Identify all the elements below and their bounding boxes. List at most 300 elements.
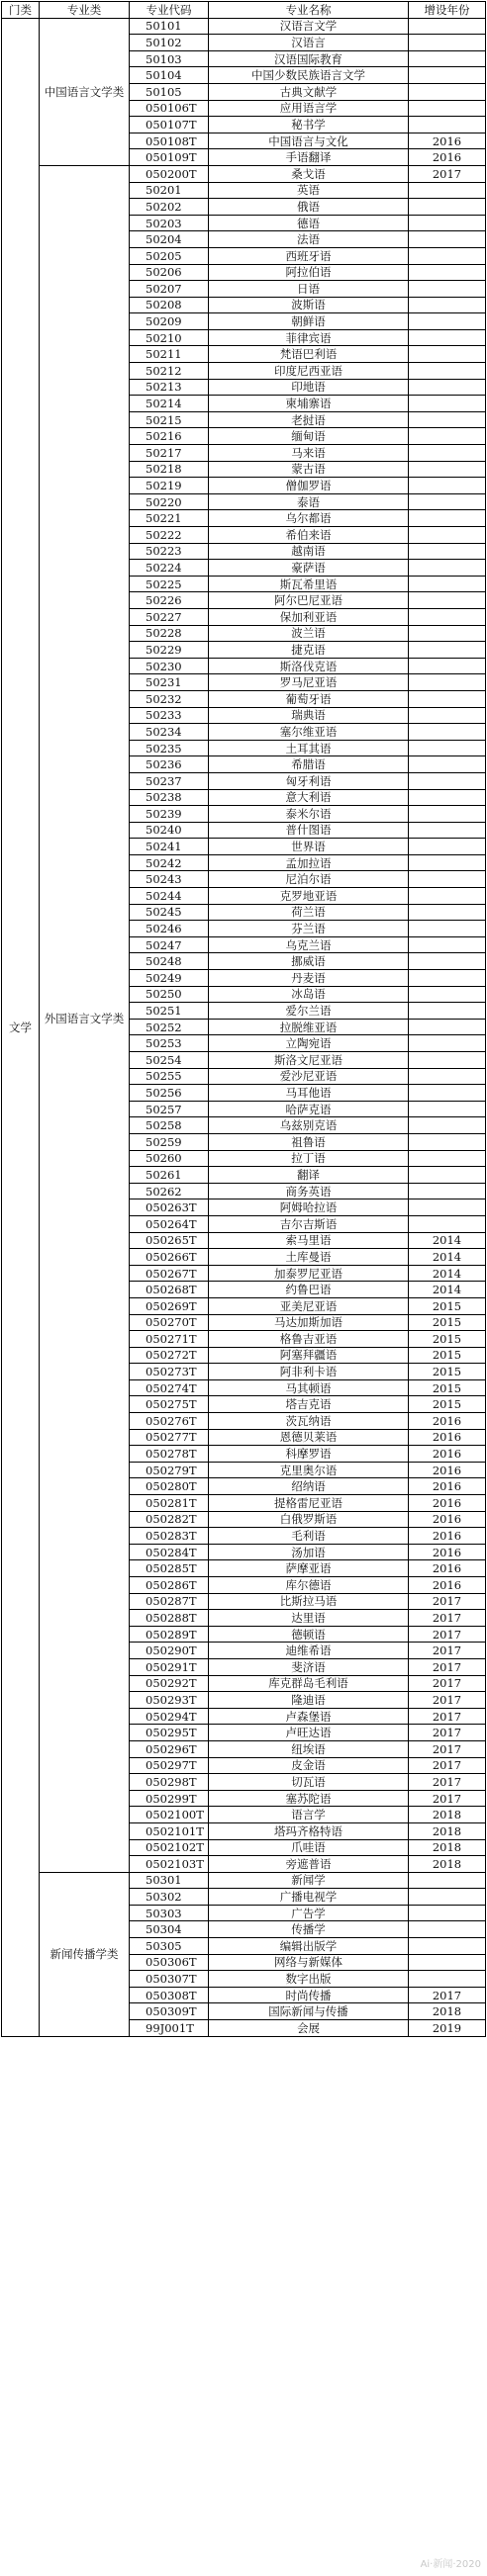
code-cell: 50240 (130, 822, 209, 839)
name-cell: 豪萨语 (209, 560, 409, 577)
name-cell: 加泰罗尼亚语 (209, 1265, 409, 1282)
code-cell: 0502101T (130, 1822, 209, 1839)
name-cell: 亚美尼亚语 (209, 1297, 409, 1314)
name-cell: 拉丁语 (209, 1150, 409, 1167)
name-cell: 应用语言学 (209, 100, 409, 117)
year-cell: 2017 (409, 1643, 486, 1659)
name-cell: 新闻学 (209, 1872, 409, 1889)
year-cell (409, 1035, 486, 1052)
name-cell: 朝鲜语 (209, 313, 409, 330)
year-cell (409, 182, 486, 199)
name-cell: 瑞典语 (209, 707, 409, 724)
table-row (2, 18, 486, 35)
name-cell: 俄语 (209, 199, 409, 216)
year-cell (409, 117, 486, 133)
name-cell: 蒙古语 (209, 461, 409, 478)
code-cell: 050299T (130, 1790, 209, 1807)
code-cell: 50221 (130, 510, 209, 527)
name-cell: 乌兹别克语 (209, 1117, 409, 1134)
name-cell: 孟加拉语 (209, 854, 409, 871)
year-cell: 2016 (409, 1413, 486, 1430)
code-cell: 50230 (130, 658, 209, 674)
code-cell: 50101 (130, 18, 209, 35)
name-cell: 迪维希语 (209, 1643, 409, 1659)
year-cell (409, 1133, 486, 1150)
watermark: Ai·新闻·2020 (420, 2559, 481, 2570)
code-cell: 050287T (130, 1593, 209, 1610)
year-cell: 2014 (409, 1265, 486, 1282)
name-cell: 语言学 (209, 1807, 409, 1823)
name-cell: 吉尔吉斯语 (209, 1215, 409, 1232)
code-cell: 050282T (130, 1511, 209, 1528)
name-cell: 阿非利卡语 (209, 1364, 409, 1380)
code-cell: 50249 (130, 970, 209, 987)
name-cell: 爱尔兰语 (209, 1003, 409, 1020)
name-cell: 斯洛伐克语 (209, 658, 409, 674)
name-cell: 提格雷尼亚语 (209, 1495, 409, 1512)
year-cell (409, 592, 486, 609)
code-cell: 50302 (130, 1889, 209, 1906)
code-cell: 50233 (130, 707, 209, 724)
name-cell: 罗马尼亚语 (209, 674, 409, 691)
name-cell: 乌克兰语 (209, 936, 409, 953)
name-cell: 隆迪语 (209, 1692, 409, 1709)
code-cell: 050286T (130, 1577, 209, 1594)
year-cell: 2016 (409, 1462, 486, 1478)
code-cell: 050295T (130, 1725, 209, 1741)
code-cell: 50204 (130, 231, 209, 248)
code-cell: 050288T (130, 1610, 209, 1627)
year-cell (409, 1019, 486, 1035)
code-cell: 050297T (130, 1757, 209, 1774)
code-cell: 50236 (130, 756, 209, 773)
year-cell (409, 1003, 486, 1020)
name-cell: 绍纳语 (209, 1478, 409, 1495)
code-cell: 050308T (130, 1987, 209, 2003)
name-cell: 尼泊尔语 (209, 871, 409, 888)
name-cell: 传播学 (209, 1921, 409, 1938)
code-cell: 50102 (130, 35, 209, 51)
year-cell: 2017 (409, 1987, 486, 2003)
year-cell: 2016 (409, 1446, 486, 1463)
name-cell: 萨摩亚语 (209, 1560, 409, 1577)
name-cell: 科摩罗语 (209, 1446, 409, 1463)
year-cell (409, 510, 486, 527)
code-cell: 50201 (130, 182, 209, 199)
year-cell (409, 1052, 486, 1069)
year-cell: 2017 (409, 1658, 486, 1675)
year-cell (409, 411, 486, 428)
code-cell: 050292T (130, 1675, 209, 1692)
code-cell: 050275T (130, 1396, 209, 1413)
year-cell (409, 396, 486, 412)
year-cell (409, 247, 486, 264)
code-cell: 50258 (130, 1117, 209, 1134)
name-cell: 希伯来语 (209, 527, 409, 544)
code-cell: 50216 (130, 428, 209, 445)
code-cell: 050283T (130, 1528, 209, 1545)
name-cell: 阿尔巴尼亚语 (209, 592, 409, 609)
name-cell: 卢森堡语 (209, 1708, 409, 1725)
name-cell: 索马里语 (209, 1232, 409, 1249)
year-cell (409, 806, 486, 823)
year-cell: 2016 (409, 1511, 486, 1528)
code-cell: 50247 (130, 936, 209, 953)
year-cell (409, 281, 486, 298)
code-cell: 50224 (130, 560, 209, 577)
code-cell: 050281T (130, 1495, 209, 1512)
name-cell: 芬兰语 (209, 921, 409, 937)
year-cell (409, 1921, 486, 1938)
name-cell: 秘书学 (209, 117, 409, 133)
code-cell: 0502103T (130, 1856, 209, 1873)
year-cell: 2014 (409, 1282, 486, 1298)
year-cell: 2017 (409, 1790, 486, 1807)
code-cell: 50104 (130, 67, 209, 84)
name-cell: 土库曼语 (209, 1249, 409, 1266)
header-name: 专业名称 (209, 2, 409, 19)
name-cell: 比斯拉马语 (209, 1593, 409, 1610)
name-cell: 菲律宾语 (209, 329, 409, 346)
year-cell (409, 970, 486, 987)
code-cell: 50225 (130, 576, 209, 592)
code-cell: 050200T (130, 165, 209, 182)
code-cell: 50248 (130, 953, 209, 970)
code-cell: 50261 (130, 1167, 209, 1184)
year-cell (409, 231, 486, 248)
code-cell: 50234 (130, 724, 209, 741)
name-cell: 西班牙语 (209, 247, 409, 264)
name-cell: 时尚传播 (209, 1987, 409, 2003)
year-cell (409, 199, 486, 216)
name-cell: 立陶宛语 (209, 1035, 409, 1052)
code-cell: 050279T (130, 1462, 209, 1478)
year-cell (409, 329, 486, 346)
year-cell (409, 822, 486, 839)
year-cell (409, 478, 486, 494)
name-cell: 中国少数民族语言文学 (209, 67, 409, 84)
code-cell: 50243 (130, 871, 209, 888)
year-cell (409, 264, 486, 281)
name-cell: 达里语 (209, 1610, 409, 1627)
code-cell: 050294T (130, 1708, 209, 1725)
code-cell: 50239 (130, 806, 209, 823)
year-cell: 2016 (409, 1495, 486, 1512)
name-cell: 汤加语 (209, 1544, 409, 1560)
code-cell: 50232 (130, 690, 209, 707)
code-cell: 50218 (130, 461, 209, 478)
code-cell: 50303 (130, 1905, 209, 1921)
year-cell (409, 1085, 486, 1102)
year-cell: 2016 (409, 1528, 486, 1545)
year-cell: 2018 (409, 2003, 486, 2020)
code-cell: 50245 (130, 904, 209, 921)
name-cell: 泰语 (209, 493, 409, 510)
name-cell: 捷克语 (209, 642, 409, 659)
header-class: 专业类 (40, 2, 130, 19)
name-cell: 恩德贝莱语 (209, 1429, 409, 1446)
year-cell (409, 576, 486, 592)
name-cell: 祖鲁语 (209, 1133, 409, 1150)
year-cell (409, 560, 486, 577)
year-cell (409, 674, 486, 691)
code-cell: 50214 (130, 396, 209, 412)
year-cell (409, 445, 486, 462)
code-cell: 50259 (130, 1133, 209, 1150)
name-cell: 波兰语 (209, 625, 409, 642)
name-cell: 丹麦语 (209, 970, 409, 987)
name-cell: 爱沙尼亚语 (209, 1068, 409, 1085)
code-cell: 50215 (130, 411, 209, 428)
code-cell: 50304 (130, 1921, 209, 1938)
year-cell (409, 756, 486, 773)
name-cell: 日语 (209, 281, 409, 298)
name-cell: 法语 (209, 231, 409, 248)
code-cell: 50211 (130, 346, 209, 363)
code-cell: 050268T (130, 1282, 209, 1298)
year-cell (409, 1215, 486, 1232)
code-cell: 050106T (130, 100, 209, 117)
table-row (2, 1872, 486, 1889)
year-cell (409, 363, 486, 380)
name-cell: 翻译 (209, 1167, 409, 1184)
year-cell (409, 1101, 486, 1117)
name-cell: 印地语 (209, 379, 409, 396)
year-cell (409, 35, 486, 51)
year-cell (409, 313, 486, 330)
code-cell: 50227 (130, 608, 209, 625)
name-cell: 数字出版 (209, 1971, 409, 1988)
year-cell (409, 215, 486, 231)
code-cell: 50262 (130, 1183, 209, 1199)
code-cell: 50220 (130, 493, 209, 510)
code-cell: 050290T (130, 1643, 209, 1659)
name-cell: 拉脱维亚语 (209, 1019, 409, 1035)
majors-table (1, 1, 486, 2037)
code-cell: 050289T (130, 1626, 209, 1643)
year-cell: 2015 (409, 1396, 486, 1413)
code-cell: 50105 (130, 83, 209, 100)
year-cell (409, 1117, 486, 1134)
code-cell: 99J001T (130, 2020, 209, 2037)
code-cell: 50207 (130, 281, 209, 298)
year-cell: 2015 (409, 1347, 486, 1364)
code-cell: 50228 (130, 625, 209, 642)
code-cell: 050277T (130, 1429, 209, 1446)
name-cell: 德语 (209, 215, 409, 231)
year-cell: 2017 (409, 1708, 486, 1725)
class-cell: 外国语言文学类 (40, 165, 130, 1872)
code-cell: 050265T (130, 1232, 209, 1249)
code-cell: 50257 (130, 1101, 209, 1117)
year-cell: 2019 (409, 2020, 486, 2037)
name-cell: 英语 (209, 182, 409, 199)
name-cell: 约鲁巴语 (209, 1282, 409, 1298)
name-cell: 僧伽罗语 (209, 478, 409, 494)
code-cell: 050306T (130, 1954, 209, 1971)
code-cell: 50246 (130, 921, 209, 937)
year-cell (409, 100, 486, 117)
name-cell: 乌尔都语 (209, 510, 409, 527)
code-cell: 50206 (130, 264, 209, 281)
year-cell (409, 1971, 486, 1988)
code-cell: 50241 (130, 839, 209, 855)
code-cell: 050291T (130, 1658, 209, 1675)
name-cell: 越南语 (209, 543, 409, 560)
name-cell: 保加利亚语 (209, 608, 409, 625)
year-cell (409, 740, 486, 756)
year-cell (409, 839, 486, 855)
code-cell: 50238 (130, 789, 209, 806)
year-cell (409, 1199, 486, 1216)
code-cell: 50237 (130, 772, 209, 789)
code-cell: 050309T (130, 2003, 209, 2020)
name-cell: 匈牙利语 (209, 772, 409, 789)
year-cell: 2017 (409, 165, 486, 182)
name-cell: 柬埔寨语 (209, 396, 409, 412)
name-cell: 塔玛齐格特语 (209, 1822, 409, 1839)
code-cell: 50226 (130, 592, 209, 609)
name-cell: 土耳其语 (209, 740, 409, 756)
code-cell: 050276T (130, 1413, 209, 1430)
category-cell: 文学 (2, 18, 40, 2036)
year-cell (409, 297, 486, 313)
year-cell (409, 83, 486, 100)
year-cell (409, 921, 486, 937)
header-code: 专业代码 (130, 2, 209, 19)
code-cell: 50235 (130, 740, 209, 756)
year-cell: 2017 (409, 1740, 486, 1757)
year-cell (409, 608, 486, 625)
year-cell (409, 936, 486, 953)
name-cell: 库克群岛毛利语 (209, 1675, 409, 1692)
name-cell: 广播电视学 (209, 1889, 409, 1906)
year-cell: 2014 (409, 1232, 486, 1249)
code-cell: 50210 (130, 329, 209, 346)
year-cell: 2016 (409, 1577, 486, 1594)
year-cell: 2017 (409, 1610, 486, 1627)
year-cell (409, 1183, 486, 1199)
name-cell: 塔吉克语 (209, 1396, 409, 1413)
name-cell: 克里奥尔语 (209, 1462, 409, 1478)
code-cell: 50242 (130, 854, 209, 871)
name-cell: 毛利语 (209, 1528, 409, 1545)
code-cell: 50205 (130, 247, 209, 264)
year-cell: 2014 (409, 1249, 486, 1266)
name-cell: 哈萨克语 (209, 1101, 409, 1117)
code-cell: 50223 (130, 543, 209, 560)
code-cell: 50203 (130, 215, 209, 231)
year-cell (409, 888, 486, 905)
year-cell: 2017 (409, 1593, 486, 1610)
name-cell: 马耳他语 (209, 1085, 409, 1102)
name-cell: 世界语 (209, 839, 409, 855)
code-cell: 050271T (130, 1331, 209, 1348)
year-cell: 2015 (409, 1364, 486, 1380)
name-cell: 塞苏陀语 (209, 1790, 409, 1807)
year-cell (409, 346, 486, 363)
year-cell (409, 493, 486, 510)
name-cell: 葡萄牙语 (209, 690, 409, 707)
name-cell: 中国语言与文化 (209, 133, 409, 149)
name-cell: 汉语言文学 (209, 18, 409, 35)
code-cell: 050280T (130, 1478, 209, 1495)
code-cell: 0502102T (130, 1839, 209, 1856)
name-cell: 意大利语 (209, 789, 409, 806)
name-cell: 库尔德语 (209, 1577, 409, 1594)
name-cell: 希腊语 (209, 756, 409, 773)
code-cell: 050278T (130, 1446, 209, 1463)
year-cell: 2015 (409, 1331, 486, 1348)
year-cell (409, 1872, 486, 1889)
year-cell (409, 1150, 486, 1167)
name-cell: 梵语巴利语 (209, 346, 409, 363)
name-cell: 斐济语 (209, 1658, 409, 1675)
code-cell: 050296T (130, 1740, 209, 1757)
year-cell (409, 724, 486, 741)
code-cell: 50305 (130, 1938, 209, 1955)
header-year: 增设年份 (409, 2, 486, 19)
year-cell (409, 18, 486, 35)
name-cell: 克罗地亚语 (209, 888, 409, 905)
name-cell: 会展 (209, 2020, 409, 2037)
name-cell: 手语翻译 (209, 149, 409, 166)
code-cell: 050285T (130, 1560, 209, 1577)
name-cell: 格鲁吉亚语 (209, 1331, 409, 1348)
year-cell: 2017 (409, 1774, 486, 1791)
year-cell (409, 1954, 486, 1971)
name-cell: 桑戈语 (209, 165, 409, 182)
name-cell: 广告学 (209, 1905, 409, 1921)
year-cell (409, 1889, 486, 1906)
year-cell: 2015 (409, 1314, 486, 1331)
code-cell: 050107T (130, 117, 209, 133)
name-cell: 马来语 (209, 445, 409, 462)
year-cell: 2018 (409, 1807, 486, 1823)
year-cell (409, 1938, 486, 1955)
name-cell: 马达加斯加语 (209, 1314, 409, 1331)
name-cell: 塞尔维亚语 (209, 724, 409, 741)
year-cell: 2016 (409, 1544, 486, 1560)
code-cell: 050266T (130, 1249, 209, 1266)
code-cell: 50202 (130, 199, 209, 216)
name-cell: 编辑出版学 (209, 1938, 409, 1955)
code-cell: 50208 (130, 297, 209, 313)
code-cell: 050307T (130, 1971, 209, 1988)
year-cell (409, 854, 486, 871)
name-cell: 阿姆哈拉语 (209, 1199, 409, 1216)
class-cell: 中国语言文学类 (40, 18, 130, 165)
year-cell (409, 625, 486, 642)
name-cell: 爪哇语 (209, 1839, 409, 1856)
code-cell: 50301 (130, 1872, 209, 1889)
table-row (2, 165, 486, 182)
code-cell: 50209 (130, 313, 209, 330)
year-cell: 2017 (409, 1757, 486, 1774)
year-cell (409, 543, 486, 560)
code-cell: 50103 (130, 50, 209, 67)
header-row (2, 2, 486, 19)
year-cell (409, 527, 486, 544)
class-cell: 新闻传播学类 (40, 1872, 130, 2036)
code-cell: 50212 (130, 363, 209, 380)
year-cell (409, 707, 486, 724)
year-cell: 2016 (409, 1429, 486, 1446)
code-cell: 050273T (130, 1364, 209, 1380)
name-cell: 马其顿语 (209, 1379, 409, 1396)
year-cell (409, 690, 486, 707)
code-cell: 050293T (130, 1692, 209, 1709)
